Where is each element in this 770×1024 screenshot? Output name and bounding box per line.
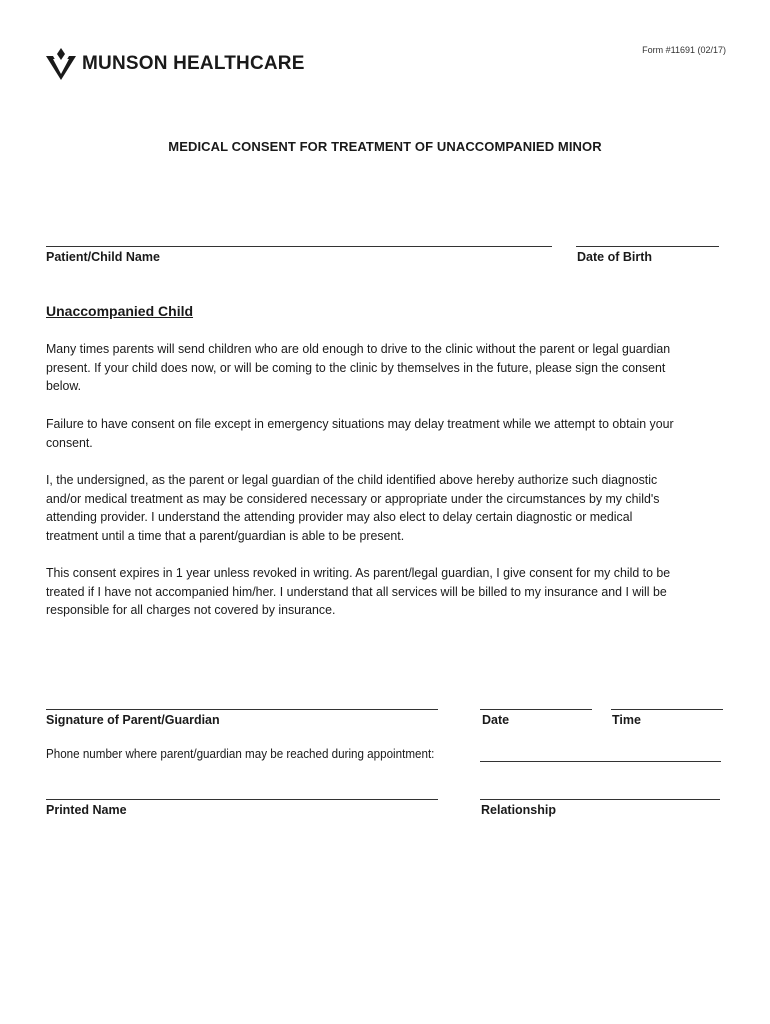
form-number: Form #11691 (02/17)	[642, 45, 726, 55]
relationship-label: Relationship	[481, 803, 557, 817]
section-heading: Unaccompanied Child	[46, 303, 194, 319]
paragraph-2: Failure to have consent on file except in emergency situations may delay treatment while we attempt to obtain your consent.	[46, 416, 674, 450]
paragraph-1: Many times parents will send children who are old enough to drive to the clinic without the parent or legal guardian present. If your child does now, or will be coming to the clinic by themselves in the future, please sign the consent below.	[46, 341, 671, 394]
date-field[interactable]	[480, 709, 592, 710]
date-label: Date	[482, 713, 510, 727]
phone-label: Phone number where parent/guardian may be reached during appointment:	[46, 747, 435, 761]
time-field[interactable]	[611, 709, 723, 710]
signature-field[interactable]	[46, 709, 438, 710]
paragraph-4: This consent expires in 1 year unless revoked in writing. As parent/legal guardian, I give consent for my child to be treated if I have not accompanied him/her. I understand that all services will be billed to my insurance and I will be responsible for all charges not covered by insurance.	[46, 565, 671, 618]
phone-field[interactable]	[480, 761, 721, 762]
relationship-field[interactable]	[480, 799, 720, 800]
date-of-birth-label: Date of Birth	[577, 250, 652, 264]
munson-m-logo-icon	[44, 46, 78, 82]
printed-name-label: Printed Name	[46, 803, 127, 817]
date-of-birth-field[interactable]	[576, 246, 719, 247]
brand-logo	[44, 46, 305, 82]
time-label: Time	[612, 713, 641, 727]
patient-name-field[interactable]	[46, 246, 552, 247]
paragraph-3: I, the undersigned, as the parent or legal guardian of the child identified above hereby authorize such diagnostic and/or medical treatment as may be considered necessary or appropriate under the circumstances by my child's attending provider. I understand the attending provider may also elect to delay certain diagnostic or medical treatment until a time that a parent/guardian is able to be present.	[46, 472, 660, 543]
document-title: MEDICAL CONSENT FOR TREATMENT OF UNACCOMPANIED MINOR	[168, 139, 602, 154]
printed-name-field[interactable]	[46, 799, 438, 800]
brand-name: MUNSON HEALTHCARE	[82, 53, 305, 74]
signature-label: Signature of Parent/Guardian	[46, 713, 220, 727]
patient-name-label: Patient/Child Name	[46, 250, 160, 264]
